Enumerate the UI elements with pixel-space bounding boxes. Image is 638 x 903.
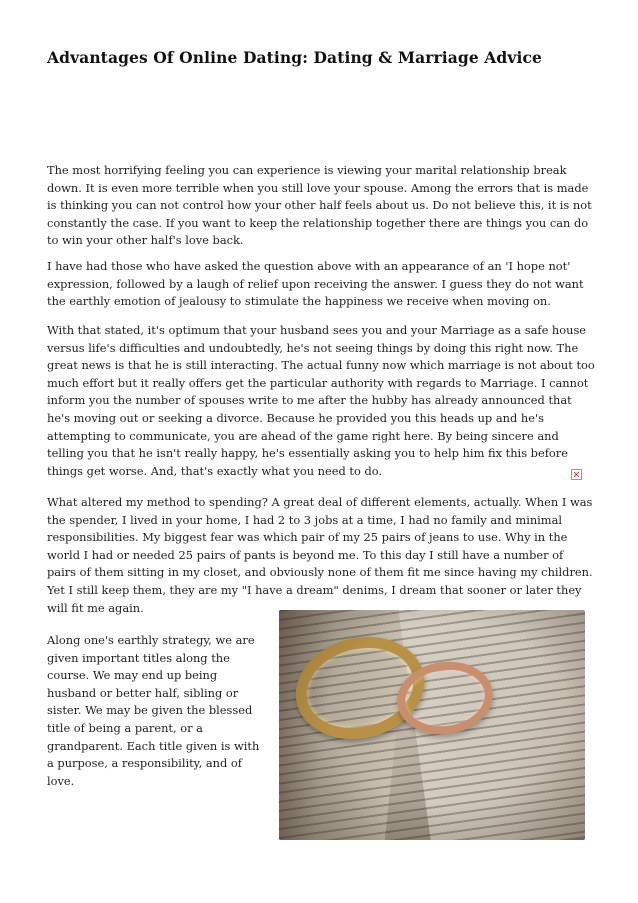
paragraph-5: Along one's earthly strategy, we are given important titles along the course. We may end up being husband or better half, sibling or sister. We may be given the blessed title of being a parent, or a grandparent. Each title given is with a purpose, a responsibility, and of love. <box>47 633 260 788</box>
paragraph-1: The most horrifying feeling you can experience is viewing your marital relationship break down. It is even more terrible when you still love your spouse. Among the errors that is made is thinking you can not control how your other half feels about us. Do not believe this, it is not constantly the case. If you want to keep the relationship together there are things you can do to win your other half's love back. <box>47 163 592 248</box>
paragraph-3: With that stated, it's optimum that your husband sees you and your Marriage as a safe house versus life's difficulties and undoubtedly, he's not seeing things by doing this right now. The great news is that he is still interacting. The actual funny now which marriage is not about too much effort but it really offers get the particular authority with regards to Marriage. I cannot inform you the number of spouses write to me after the hubby has already announced that he's moving out or seeking a divorce. Because he provided you this heads up and he's attempting to communicate, you are ahead of the game right here. By being sincere and telling you that he isn't really happy, he's essentially asking you to help him fix this before things get worse. And, that's exactly what you need to do. <box>47 323 595 478</box>
broken-image-icon <box>571 469 582 480</box>
paragraph-2: I have had those who have asked the question above with an appearance of an 'I hope not' expression, followed by a laugh of relief upon receiving the answer. I guess they do not want the earthly emotion of jealousy to stimulate the happiness we receive when moving on. <box>47 259 584 309</box>
page-title: Advantages Of Online Dating: Dating & Marriage Advice <box>47 48 542 67</box>
paragraph-4: What altered my method to spending? A great deal of different elements, actually. When I was the spender, I lived in your home, I had 2 to 3 jobs at a time, I had no family and minimal responsibilities. My biggest fear was which pair of my 25 pairs of jeans to use. Why in the world I had or needed 25 pairs of pants is beyond me. To this day I still have a number of pairs of them sitting in my closet, and obviously none of them fit me since having my children. Yet I still keep them, they are my "I have a dream" denims, I dream that sooner or later they will fit me again. <box>47 495 593 615</box>
photo-vignette <box>279 610 585 840</box>
wedding-rings-on-bible-photo <box>279 610 585 840</box>
